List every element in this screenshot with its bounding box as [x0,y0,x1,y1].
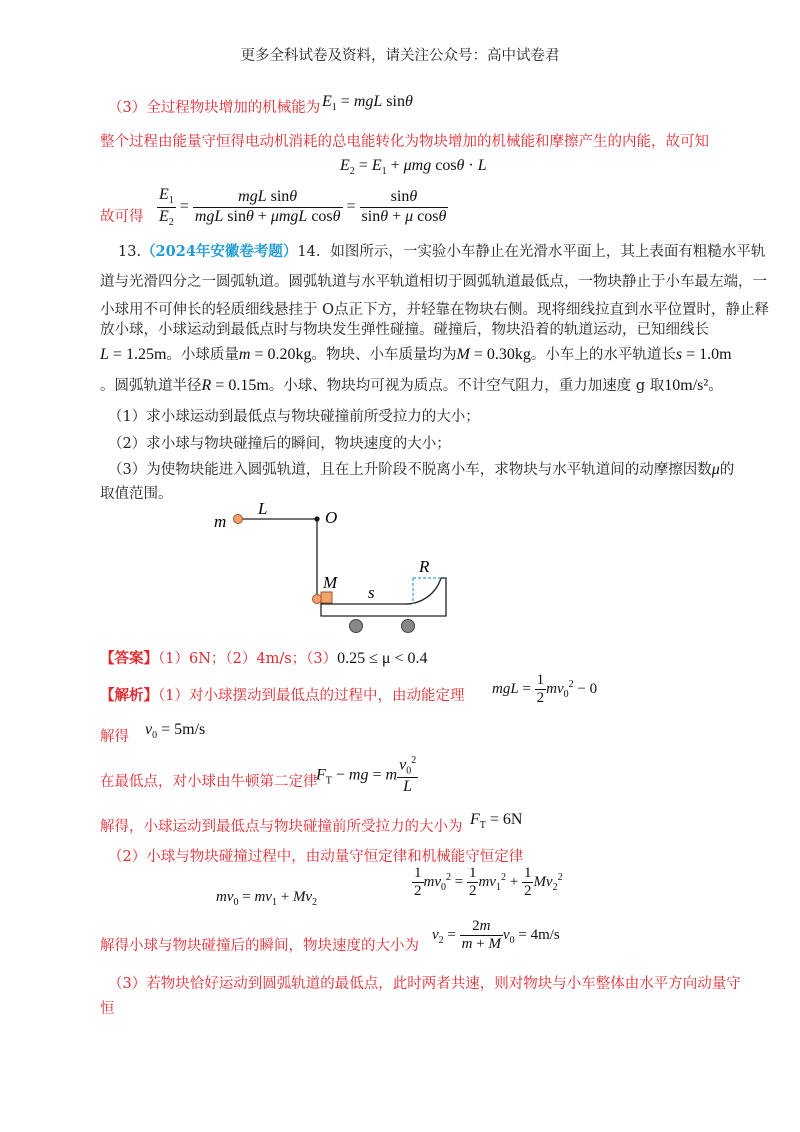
problem-line-3: 小球用不可伸长的轻质细线悬挂于 O点正下方，并轻靠在物块右侧。现将细线拉直到水平位置时，静止释 [100,302,769,318]
formula-E1: $E_1$ = mgL sinθ [322,93,413,114]
mu-symbol: μ [711,461,720,478]
analysis-step-2: 解得 [100,729,129,745]
prev-part3-label: （3）全过程物块增加的机械能为 [108,100,321,116]
formula-momentum: $mv_0 = mv_1 + Mv_2$ [216,889,318,908]
analysis-step-3: 在最低点，对小球由牛顿第二定律 [100,774,318,790]
problem-text-6b: 。小球、物块均可视为质点。不计空气阻力，重力加速度 g 取 [268,378,665,394]
problem-line-4: 放小球，小球运动到最低点时与物块发生弹性碰撞。碰撞后，物块沿着的轨道运动，已知细线长 [100,322,709,338]
given-s: 1.0m [699,346,732,363]
problem-figure [200,500,460,640]
question-3-tail: 的 [719,462,735,478]
problem-text-5a: 。小球质量 [166,347,239,363]
formula-FT: $F_T = 6N$ [470,811,523,832]
answer-text: （1）6N；（2）4m/s；（3） [158,651,338,667]
problem-text-1: 14．如图所示，一实验小车静止在光滑水平面上，其上表面有粗糙水平轨 [297,244,766,260]
answer-tag: 【答案】 [100,650,158,667]
given-g: 10m/s² [664,377,709,394]
label-R: R [419,557,430,576]
analysis-tag: 【解析】 [100,687,158,704]
question-1: （1）求小球运动到最低点与物块碰撞前所受拉力的大小； [108,409,480,425]
question-3-text: （3）为使物块能进入圆弧轨道，且在上升阶段不脱离小车，求物块与水平轨道间的动摩擦因数 [108,462,712,478]
prev-energy-note: 整个过程由能量守恒得电动机消耗的总电能转化为物块增加的机械能和摩擦产生的内能，故可知 [100,134,709,150]
given-m: 0.20kg [267,346,312,363]
prev-conclude-label: 故可得 [100,209,144,225]
formula-E2: $E_2 = E_1 + \mu mg$ cosθ · L [340,157,487,178]
label-s: s [368,583,375,602]
given-M: 0.30kg [486,346,531,363]
FT-value: 6N [502,811,523,828]
problem-text-6c: 。 [708,378,723,394]
problem-line-2: 道与光滑四分之一圆弧轨道。圆弧轨道与水平轨道相切于圆弧轨道最低点，一物块静止于小车最左端，一 [100,274,767,290]
cart-body [321,578,446,616]
problem-number: 13. [118,244,142,260]
analysis-step-1 [100,684,464,705]
problem-line-1 [118,240,765,261]
formula-ratio: $\frac{E_1}{E_2}$ = $\frac{\text{mgL sinθ}}{\text{mgL sinθ + μmgL cosθ}}$ = $\frac{\sin\theta}{\text{sinθ + μ cosθ}}$ [159,186,447,228]
formula-newton: $F_T$ − mg = m $\frac{v_0^2}{L}$ [316,755,417,796]
block-M [321,592,332,603]
label-L: L [258,500,268,518]
analysis-step-7: （3）若物块恰好运动到圆弧轨道的最低点，此时两者共速，则对物块与小车整体由水平方向动量守 [108,976,741,992]
question-2: （2）求小球与物块碰撞后的瞬间，物块速度的大小； [108,436,451,452]
page-header: 更多全科试卷及资料，请关注公众号：高中试卷君 [240,48,560,64]
question-3 [108,458,734,479]
ball-at-bottom [313,595,322,604]
formula-v0: $v_0 = 5m/s$ [145,721,206,742]
answer-line [100,647,428,668]
analysis-step-5: （2）小球与物块碰撞过程中，由动量守恒定律和机械能守恒定律 [108,849,524,865]
analysis-step-4: 解得，小球运动到最低点与物块碰撞前所受拉力的大小为 [100,819,463,835]
problem-text-5c: 。小车上的水平轨道长 [530,347,676,363]
ball-m [234,515,243,524]
label-m: m [214,512,227,531]
question-3-line-2: 取值范围。 [100,486,173,502]
problem-text-6a: 。圆弧轨道半径 [100,378,202,394]
formula-kinetic: $\frac{1}{2}$ $mv_0^2$ = $\frac{1}{2}$ $mv_1^2$ + $\frac{1}{2}$ $Mv_2^2$ [414,865,563,900]
v2-value: 4m/s [530,927,560,944]
v0-value: 5m/s [174,721,206,738]
given-R: 0.15m [228,377,269,394]
formula-energy: mgL = $\frac{1}{2}$ $mv_0^2 - 0$ [492,672,598,707]
wheel-left [350,620,363,633]
problem-line-6: 。圆弧轨道半径R = 0.15m。小球、物块均可视为质点。不计空气阻力，重力加速度 g 取10m/s²。 [100,377,723,394]
label-M: M [323,573,338,592]
problem-source: （2024年安徽卷考题） [141,243,298,260]
wheel-right [402,620,415,633]
analysis-step-7-cont: 恒 [100,1001,115,1017]
answer-range: 0.25 ≤ μ < 0.4 [337,650,428,667]
label-O: O [325,508,338,527]
formula-v2: $v_2$ = $\frac{2m}{m + M}$ $v_0 = 4m/s$ [432,918,560,953]
analysis-step-6: 解得小球与物块碰撞后的瞬间，物块速度的大小为 [100,938,419,954]
analysis-step-1-text: （1）对小球摆动到最低点的过程中，由动能定理 [158,688,465,704]
problem-line-5: L = 1.25m。小球质量m = 0.20kg。物块、小车质量均为M = 0.30kg。小车上的水平轨道长s = 1.0m [100,346,732,363]
given-L: 1.25m [125,346,167,363]
problem-text-5b: 。物块、小车质量均为 [311,347,457,363]
